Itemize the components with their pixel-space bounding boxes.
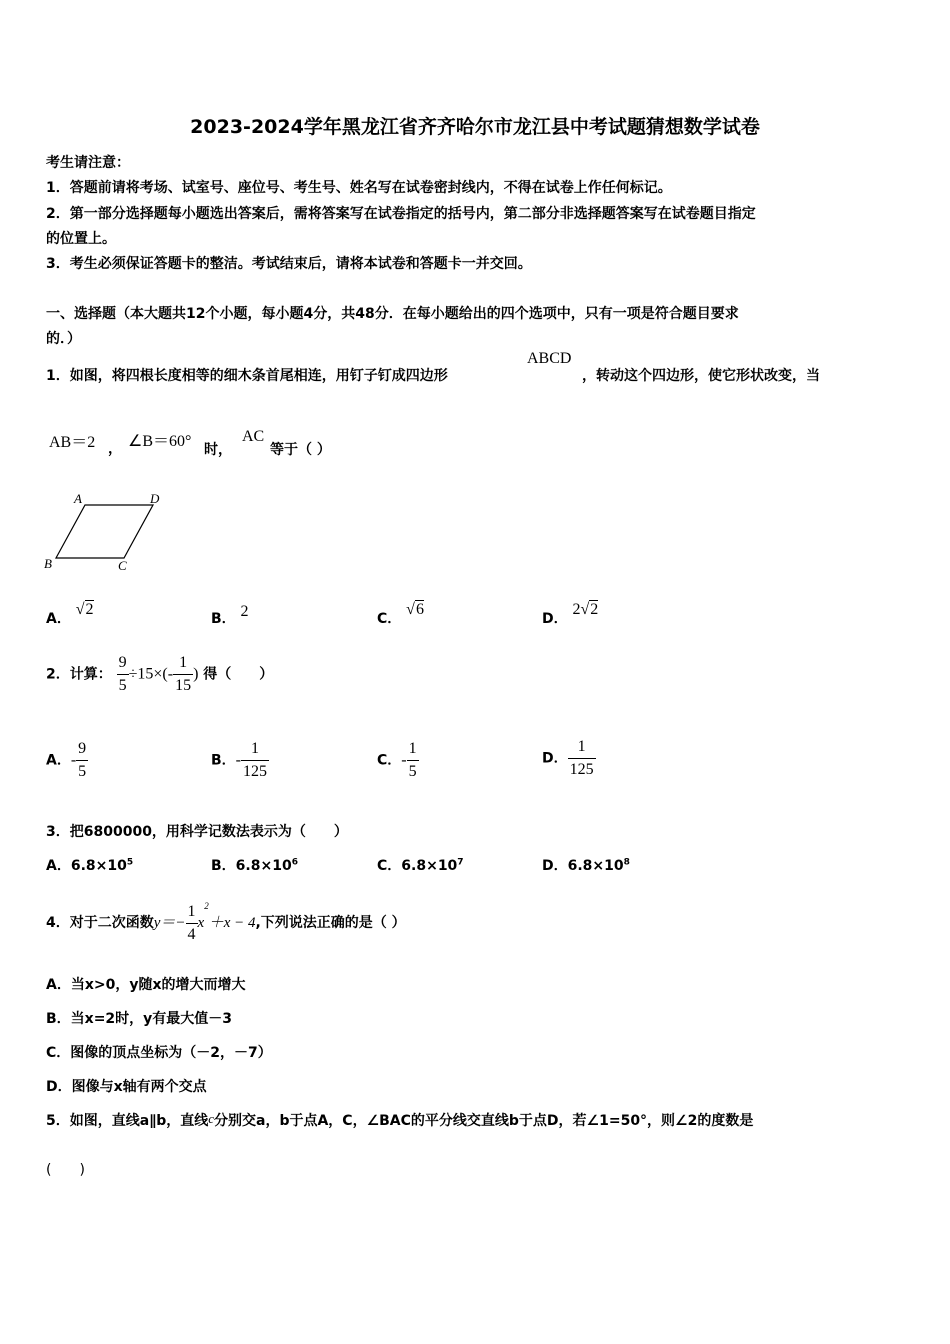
- q4-option-c: C．图像的顶点坐标为（－2，－7）: [46, 1045, 272, 1061]
- q2-option-d: [542, 738, 596, 779]
- exponent: 7: [457, 857, 464, 868]
- option-label: D．: [542, 858, 568, 874]
- q1-text-a: 1．如图，将四根长度相等的细木条首尾相连，用钉子钉成四边形: [46, 368, 448, 384]
- coefficient: 2: [572, 601, 581, 618]
- q4-suffix: ,下列说法正确的是（ ）: [255, 915, 406, 931]
- q1-dengyu: 等于（ ）: [270, 442, 331, 458]
- option-label: C．: [377, 752, 402, 769]
- q4-exponent: 2: [204, 901, 209, 911]
- fraction-1-15: [173, 654, 193, 695]
- q1-rhombus-figure: [40, 486, 170, 578]
- q1-option-c: [377, 601, 424, 628]
- q2-suffix: 得（ ）: [203, 666, 274, 683]
- q4-option-d: D．图像与x轴有两个交点: [46, 1079, 207, 1095]
- q1-option-a: [46, 601, 94, 628]
- q1-comma: ，: [108, 441, 122, 457]
- label-a: A: [74, 491, 82, 506]
- q1-text-b: ，转动这个四边形，使它形状改变，当: [582, 368, 820, 384]
- q2-close-paren: ): [193, 665, 199, 683]
- rhombus-abcd: [56, 505, 153, 558]
- q4-x: x: [197, 915, 205, 931]
- radicand: 2: [85, 601, 94, 618]
- radicand: 2: [590, 601, 599, 618]
- q4-line: [46, 896, 406, 944]
- q2-line: [46, 654, 273, 695]
- q1-option-b: [211, 603, 249, 628]
- q2-option-a: [46, 740, 88, 781]
- q2-prefix: 2．计算：: [46, 666, 112, 683]
- q4-option-b: B．当x=2时，y有最大值－3: [46, 1011, 233, 1027]
- q5-answer-paren: ( ): [46, 1162, 85, 1178]
- sign: -: [235, 751, 241, 769]
- q3-option-d: [542, 855, 630, 875]
- base: 6.8×10: [235, 858, 292, 874]
- label-c: C: [118, 558, 127, 573]
- denominator: 125: [241, 760, 269, 781]
- option-label: A．: [46, 752, 71, 769]
- section-heading: 一、选择题（本大题共12个小题，每小题4分，共48分．在每小题给出的四个选项中，只有一项是符合题目要求: [46, 306, 739, 322]
- option-label: D．: [542, 750, 568, 767]
- option-label: B．: [211, 858, 236, 874]
- q2-operator: ÷15×(-: [128, 665, 174, 683]
- q1-cond-angle: ∠B＝60°: [128, 433, 192, 450]
- fraction: [76, 740, 88, 781]
- notice-heading: 考生请注意：: [46, 155, 130, 171]
- label-b: B: [44, 556, 52, 571]
- option-label: C．: [377, 858, 402, 874]
- numerator: 9: [118, 654, 127, 671]
- q3-option-c: [377, 855, 464, 875]
- notice-item-1: 1．答题前请将考场、试室号、座位号、考生号、姓名写在试卷密封线内，不得在试卷上作任何标记。: [46, 180, 672, 196]
- section-heading-cont: 的．）: [46, 331, 81, 347]
- option-label: A．: [46, 858, 71, 874]
- denominator: 5: [407, 760, 419, 781]
- denominator: 15: [173, 674, 193, 695]
- option-label: B．: [211, 752, 236, 769]
- fraction: [568, 738, 596, 779]
- q5-line: [46, 1110, 753, 1130]
- q4-rest: ＋x − 4: [208, 915, 256, 931]
- q1-ac: AC: [242, 428, 265, 445]
- fraction: [241, 740, 269, 781]
- q4-lhs: y＝−: [153, 915, 186, 931]
- q1-option-d: [542, 601, 599, 628]
- numerator: 1: [187, 902, 196, 920]
- exponent: 6: [291, 857, 298, 868]
- q1-abcd: ABCD: [527, 350, 572, 367]
- sqrt-expr: √6: [406, 601, 424, 618]
- option-value: 2: [240, 603, 249, 620]
- fraction-9-5: [117, 654, 129, 695]
- option-label: B．: [211, 611, 236, 627]
- q2-option-b: [211, 740, 269, 781]
- page-title: 2023-2024学年黑龙江省齐齐哈尔市龙江县中考试题猜想数学试卷: [190, 116, 760, 138]
- q1-cond-ab: AB＝2: [49, 434, 96, 451]
- numerator: 1: [251, 740, 259, 757]
- option-label: C．: [377, 611, 402, 627]
- q1-shi: 时，: [204, 442, 232, 458]
- notice-item-2-cont: 的位置上。: [46, 231, 116, 247]
- q4-prefix: 4．对于二次函数: [46, 915, 154, 931]
- notice-item-2: 2．第一部分选择题每小题选出答案后，需将答案写在试卷指定的括号内，第二部分非选择题答案写在试卷题目指定: [46, 206, 756, 222]
- sign: -: [70, 751, 77, 769]
- radicand: 6: [415, 601, 424, 618]
- fraction-1-4: [186, 903, 198, 944]
- option-label: D．: [542, 611, 568, 627]
- q5-c: c: [208, 1111, 214, 1126]
- q3-text: 3．把6800000，用科学记数法表示为（ ）: [46, 824, 348, 840]
- notice-item-3: 3．考生必须保证答题卡的整洁。考试结束后，请将本试卷和答题卡一并交回。: [46, 256, 532, 272]
- q2-option-c: [377, 740, 419, 781]
- fraction: [407, 740, 419, 781]
- q5-text-b: 分别交a，b于点A，C，∠BAC的平分线交直线b于点D，若∠1=50°，则∠2的度数是: [214, 1113, 754, 1129]
- denominator: 125: [568, 758, 596, 779]
- sign: -: [401, 751, 407, 769]
- sqrt-expr: 2√2: [572, 601, 599, 618]
- exponent: 5: [126, 857, 134, 868]
- numerator: 1: [179, 654, 188, 671]
- q3-option-b: [211, 855, 298, 875]
- base: 6.8×10: [70, 858, 127, 874]
- exponent: 8: [623, 857, 630, 868]
- numerator: 9: [78, 740, 87, 757]
- q5-text-a: 5．如图，直线a∥b，直线: [46, 1113, 209, 1129]
- label-d: D: [150, 491, 160, 506]
- denominator: 4: [186, 923, 198, 944]
- q3-option-a: [46, 855, 133, 875]
- denominator: 5: [76, 760, 88, 781]
- q4-option-a: A．当x>0，y随x的增大而增大: [46, 977, 246, 993]
- base: 6.8×10: [401, 858, 458, 874]
- numerator: 1: [577, 738, 586, 755]
- denominator: 5: [117, 674, 129, 695]
- option-label: A．: [46, 611, 71, 627]
- base: 6.8×10: [567, 858, 624, 874]
- numerator: 1: [408, 740, 417, 757]
- sqrt-expr: √2: [75, 601, 94, 618]
